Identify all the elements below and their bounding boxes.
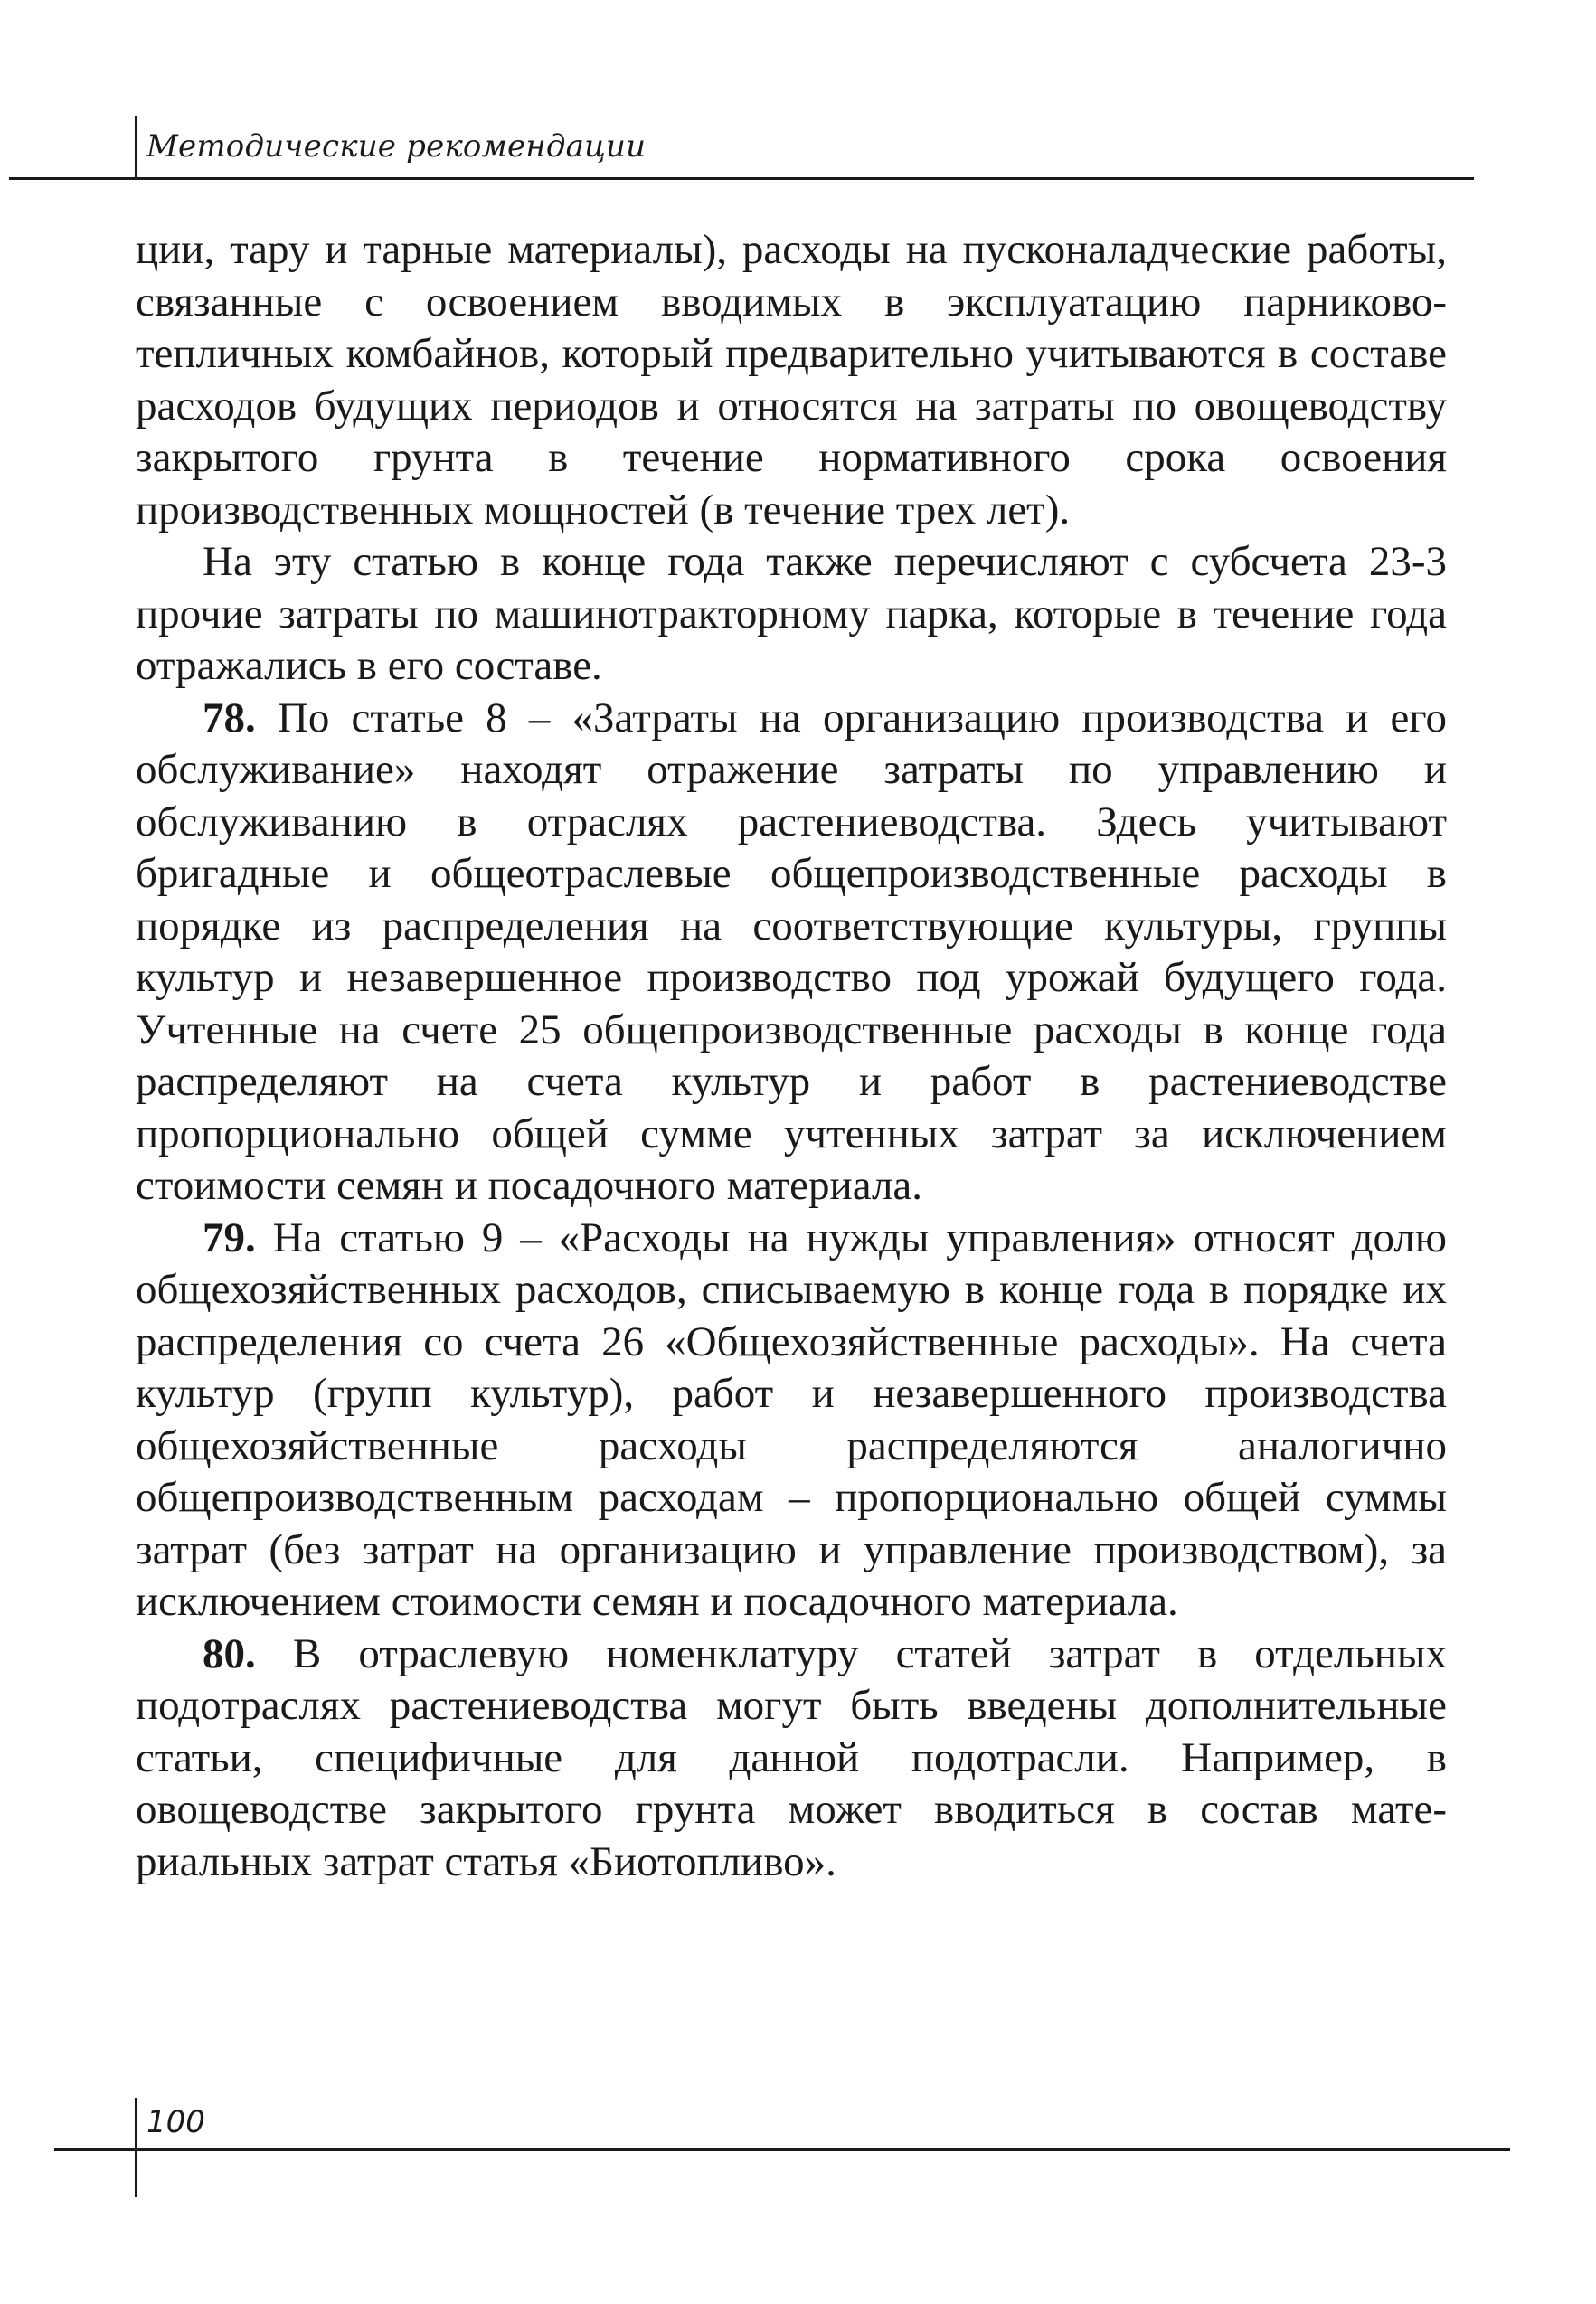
body-text	[136, 224, 1447, 1888]
paragraph-text-78: По статье 8 – «Затраты на организацию производства и его обслуживание» находят отражение затраты по управлению и обслуживанию в отраслях растениеводства. Здесь учитывают бригадные и общеотраслевые общепроизводственные расходы в порядке из распределения на соответствующие культуры, группы культур и незавершенное производство под урожай будущего года. Учтенные на счете 25 общепроизводственные расходы в конце года распределяют на счета культур и работ в растениеводстве пропорционально общей сумме учтенных затрат за исключением стоимости семян и посадочного материала.	[136, 694, 1447, 1209]
paragraph-text-80: В отраслевую номенклатуру статей затрат в отдельных подотраслях растениеводства могут быть введены дополнительные статьи, специфичные для данной подотрасли. Например, в овощеводстве закрытого грунта может вводиться в состав материальных затрат статья «Биотопливо».	[136, 1629, 1447, 1885]
paragraph-subaccount-23-3: На эту статью в конце года также перечисляют с субсчета 23-3 прочие затраты по машинотракторному парка, которые в течение года отражались в его составе.	[136, 538, 1447, 689]
header-vertical-rule	[135, 116, 137, 177]
paragraph-79	[136, 1213, 1447, 1629]
running-header-title: Методические рекомендации	[146, 128, 647, 165]
paragraph-80	[136, 1629, 1447, 1889]
paragraph-number-80: 80.	[203, 1629, 256, 1677]
paragraph-continuation: ции, тару и тарные материалы), расходы на пусконаладческие работы, связанные с освоением вводимых в эксплуатацию парниково-тепличных комбайнов, который предварительно учитываются в составе расходов будущих периодов и относятся на затраты по овощеводству закрытого грунта в течение нормативного срока освоения производственных мощностей (в течение трех лет).	[136, 226, 1447, 534]
footer-vertical-rule	[135, 2098, 137, 2197]
header-horizontal-rule	[9, 177, 1474, 180]
page-number: 100	[146, 2104, 205, 2140]
paragraph-text-79: На статью 9 – «Расходы на нужды управления» относят долю общехозяйственных расходов, списываемую в конце года в порядке их распределения со счета 26 «Общехозяйственные расходы». На счета культур (групп культур), работ и незавершенного производства общехозяйственные расходы распределяются аналогично общепроизводственным расходам – пропорционально общей суммы затрат (без затрат на организацию и управление производством), за исключением стоимости семян и посадочного материала.	[136, 1213, 1447, 1625]
paragraph-number-78: 78.	[203, 694, 256, 741]
paragraph-number-79: 79.	[203, 1213, 256, 1261]
footer-horizontal-rule	[54, 2148, 1510, 2151]
paragraph-78	[136, 693, 1447, 1213]
